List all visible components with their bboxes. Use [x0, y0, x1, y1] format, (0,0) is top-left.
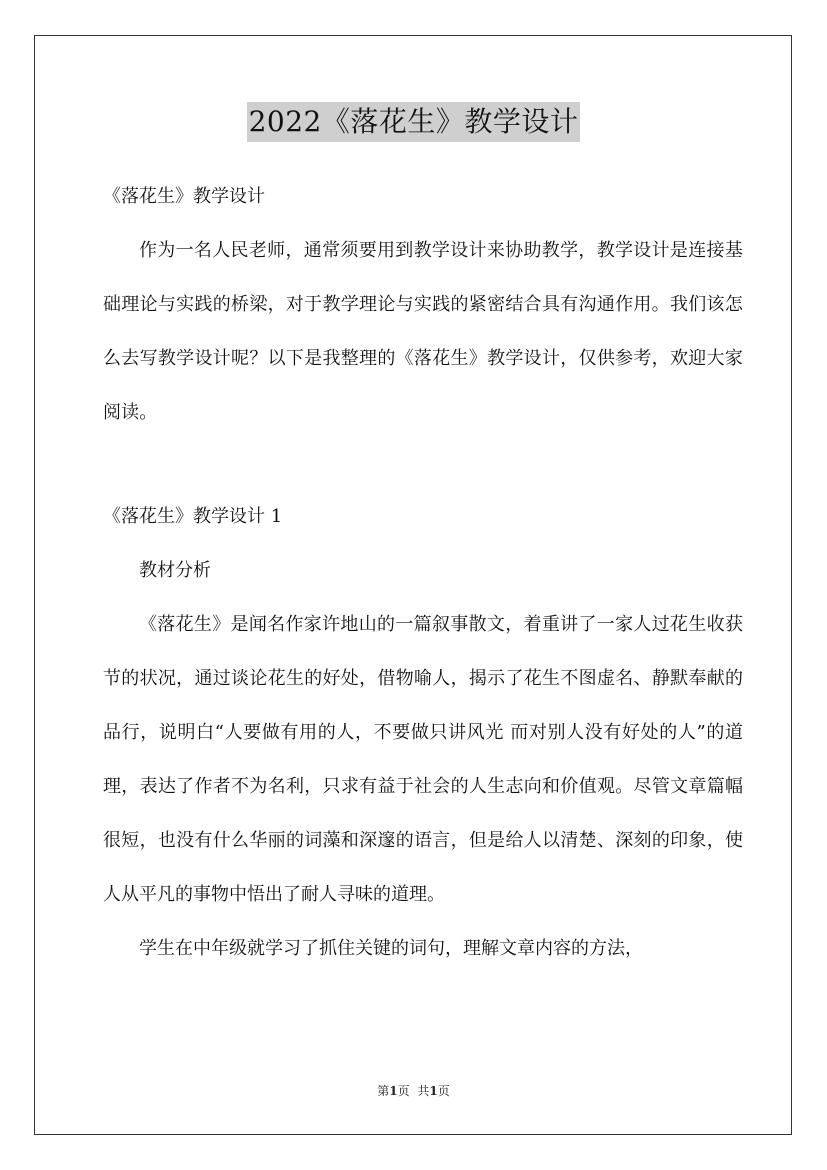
student-paragraph: 学生在中年级就学习了抓住关键的词句，理解文章内容的方法，	[139, 938, 643, 959]
document-body	[103, 170, 743, 976]
document-title: 2022《落花生》教学设计	[247, 102, 581, 142]
page-footer	[0, 1082, 827, 1099]
material-heading: 教材分析	[139, 560, 211, 581]
footer-page-unit: 页	[397, 1084, 410, 1098]
footer-total-unit: 页	[437, 1084, 450, 1098]
intro-paragraph: 作为一名人民老师，通常须要用到教学设计来协助教学，教学设计是连接基础理论与实践的桥梁，对于教学理论与实践的紧密结合具有沟通作用。我们该怎么去写教学设计呢？以下是我整理的《落花生》教学设计，仅供参考，欢迎大家阅读。	[103, 240, 743, 423]
design1-heading: 《落花生》教学设计 1	[103, 506, 283, 527]
section-spacer	[103, 440, 743, 490]
footer-total-prefix: 共	[417, 1084, 430, 1098]
intro-heading: 《落花生》教学设计	[103, 186, 265, 207]
footer-total-number: 1	[429, 1084, 438, 1098]
footer-prefix: 第	[377, 1084, 390, 1098]
footer-page-number: 1	[389, 1084, 398, 1098]
title-container	[0, 102, 827, 142]
material-paragraph: 《落花生》是闻名作家许地山的一篇叙事散文，着重讲了一家人过花生收获节的状况，通过谈论花生的好处，借物喻人，揭示了花生不图虚名、静默奉献的品行，说明白“人要做有用的人，不要做只讲风光 而对别人没有好处的人”的道理，表达了作者不为名利，只求有益于社会的人生志向和价值观。尽管文章篇幅很短，也没有什么华丽的词藻和深邃的语言，但是给人以清楚、深刻的印象，使人从平凡的事物中悟出了耐人寻味的道理。	[103, 614, 743, 905]
